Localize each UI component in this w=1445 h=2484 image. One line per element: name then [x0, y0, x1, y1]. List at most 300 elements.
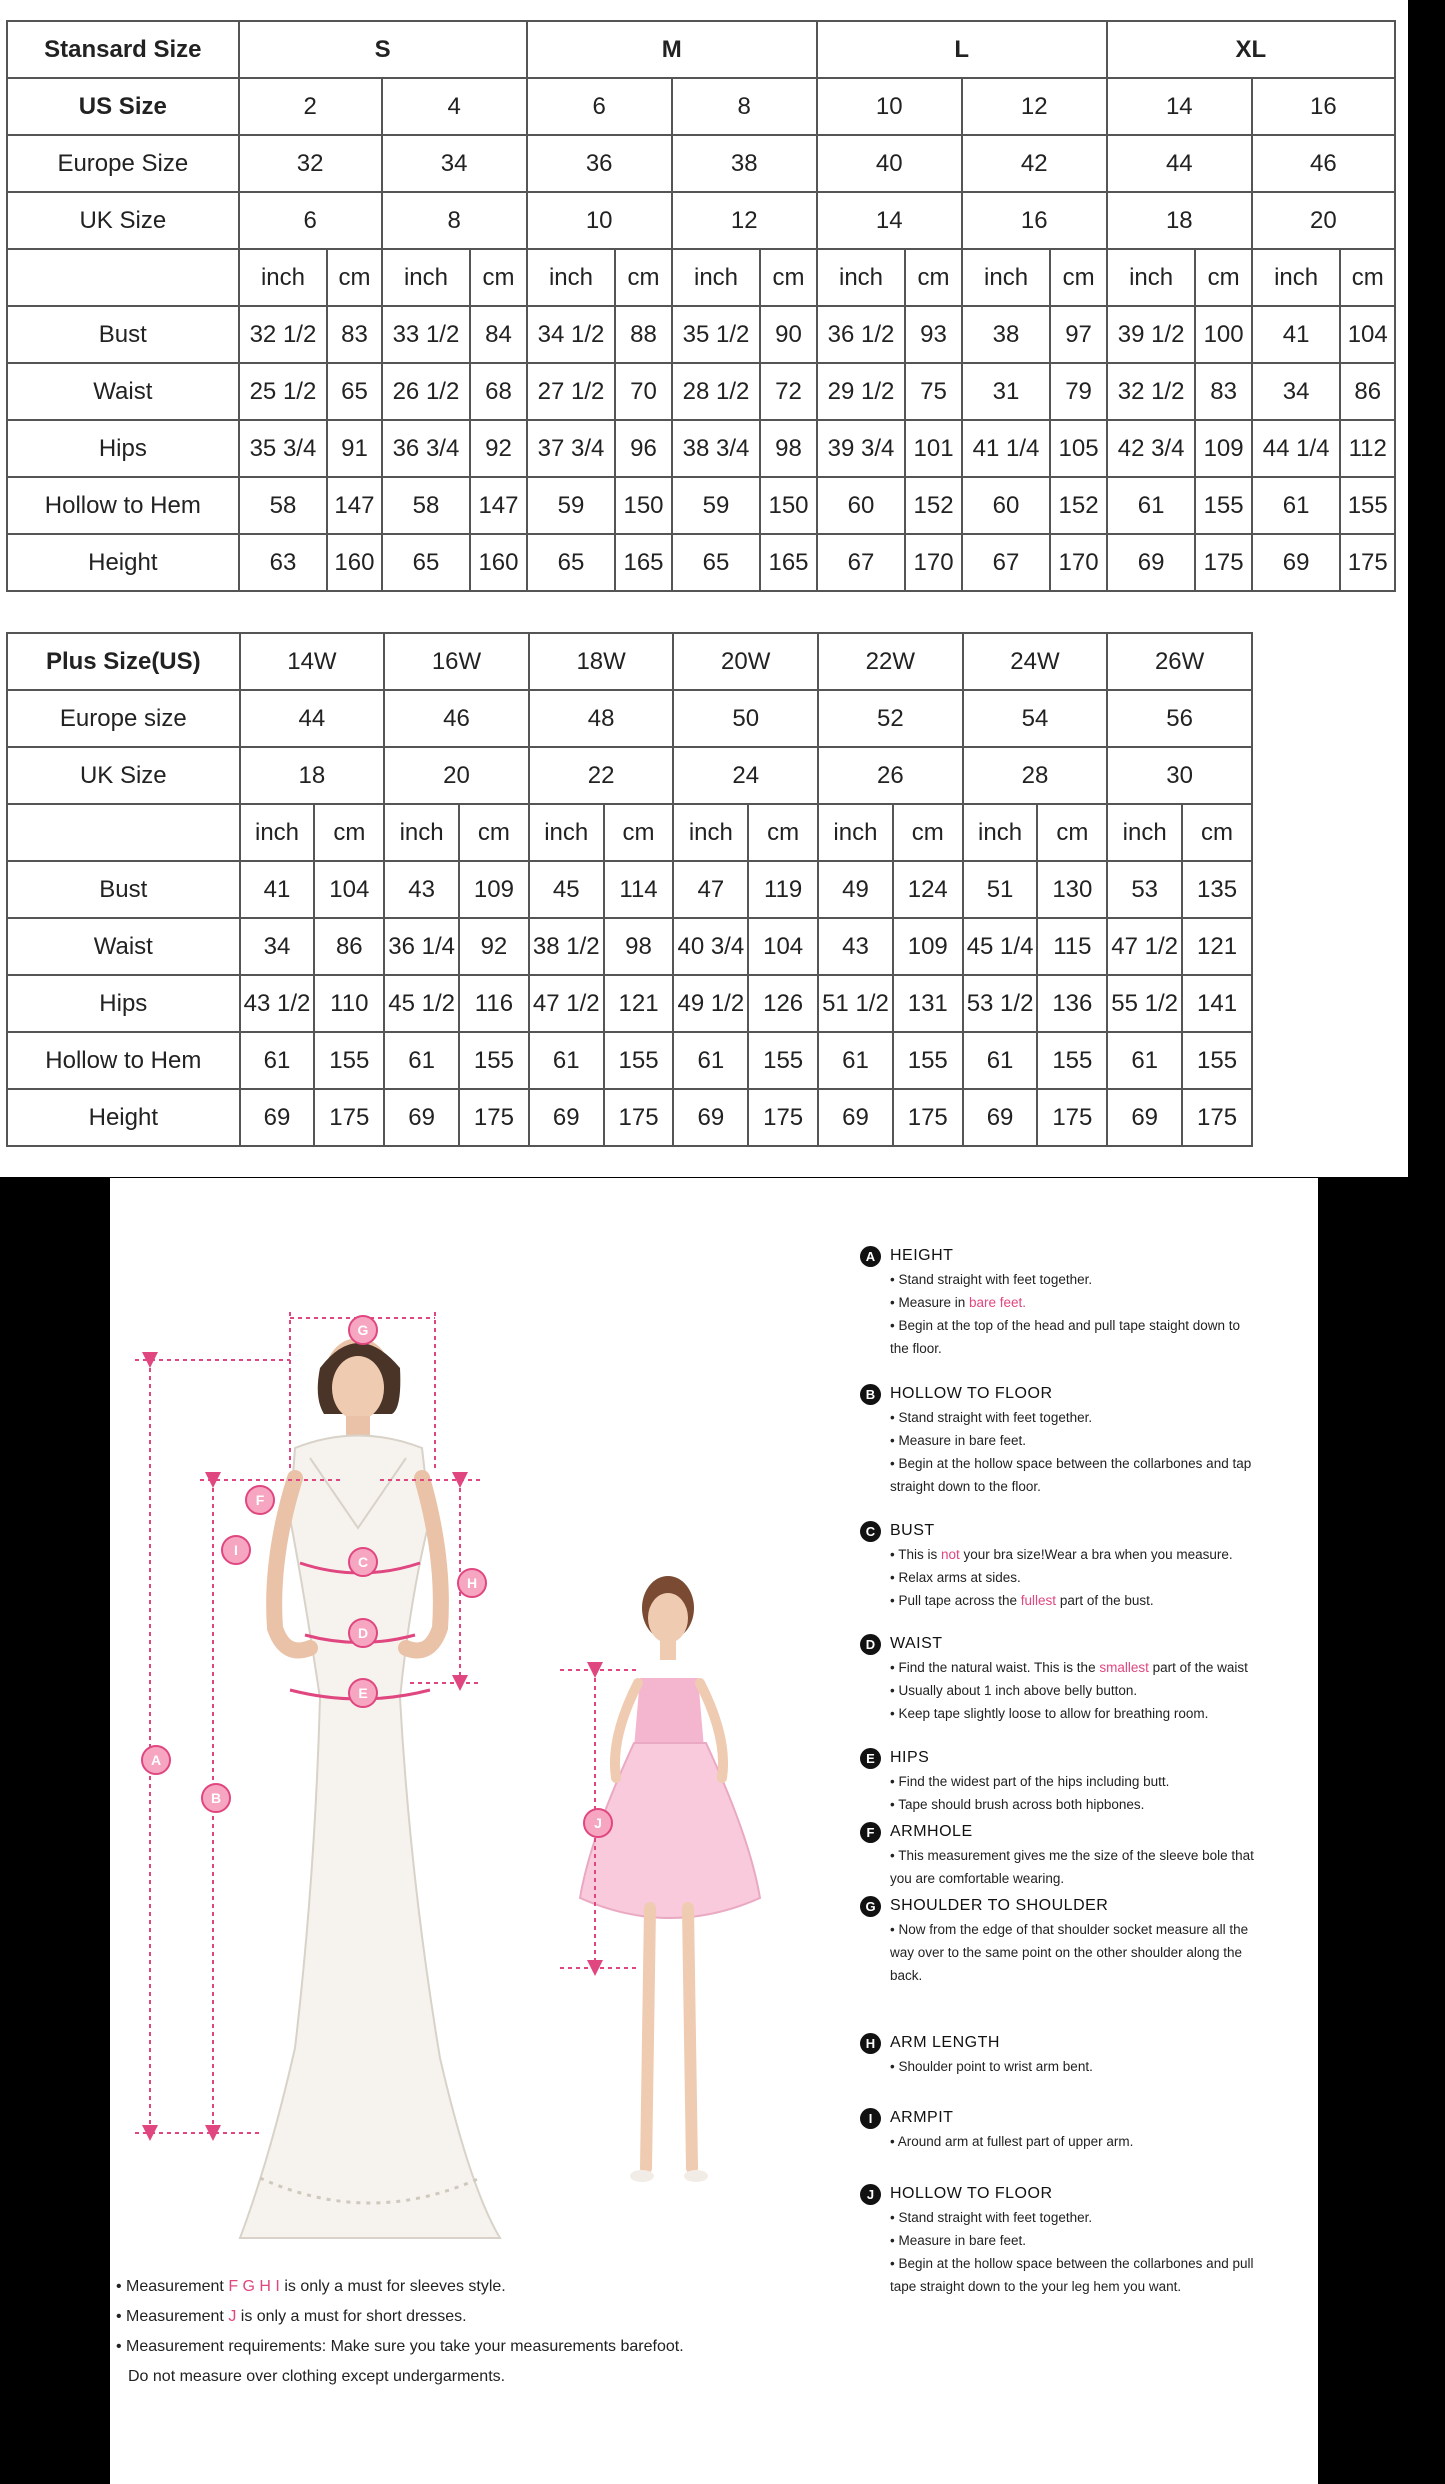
table-cell: 45 1/2 — [384, 975, 459, 1032]
table-cell: 165 — [760, 534, 816, 591]
table-cell: 61 — [963, 1032, 1038, 1089]
guide-item-c — [860, 1519, 1320, 1612]
table-cell: 104 — [1340, 306, 1395, 363]
table-cell: 2 — [239, 78, 382, 135]
guide-item-heading — [860, 1820, 1320, 1844]
table-cell: 22W — [818, 633, 963, 690]
table-cell: 41 1/4 — [962, 420, 1051, 477]
letter-badge: F — [860, 1822, 881, 1843]
svg-text:H: H — [466, 1575, 478, 1591]
unit-cm-cell: cm — [314, 804, 384, 861]
guide-item-j — [860, 2182, 1320, 2298]
table-cell: 41 — [1252, 306, 1341, 363]
unit-cm-cell: cm — [1050, 249, 1106, 306]
table-cell: 109 — [459, 861, 529, 918]
table-cell: 69 — [1252, 534, 1341, 591]
table-cell: 52 — [818, 690, 963, 747]
unit-inch-cell: inch — [529, 804, 604, 861]
table-cell: 92 — [470, 420, 526, 477]
table-cell: 14W — [240, 633, 385, 690]
plus-size-label: Plus Size(US) — [7, 633, 240, 690]
table-cell: 63 — [239, 534, 328, 591]
letter-badge-j — [584, 1809, 612, 1837]
guide-line: • Around arm at fullest part of upper arm. — [890, 2134, 1134, 2149]
table-cell: 69 — [240, 1089, 315, 1146]
table-cell: 83 — [1195, 363, 1251, 420]
table-cell: 61 — [1107, 1032, 1182, 1089]
guide-line: • Begin at the hollow space between the collarbones and tap — [890, 1456, 1252, 1471]
guide-line: • Stand straight with feet together. — [890, 1410, 1093, 1425]
table-cell: 65 — [672, 534, 761, 591]
svg-text:J: J — [594, 1815, 602, 1831]
table-cell: 155 — [1037, 1032, 1107, 1089]
measure-row-height — [7, 534, 1395, 591]
table-cell: 79 — [1050, 363, 1106, 420]
guide-item-heading — [860, 1382, 1320, 1406]
letter-badge-h — [458, 1569, 486, 1597]
guide-line: • Tape should brush across both hipbones. — [890, 1797, 1145, 1812]
table-cell: 30 — [1107, 747, 1252, 804]
table-cell: 18W — [529, 633, 674, 690]
table-cell: 175 — [1037, 1089, 1107, 1146]
table-cell: 35 1/2 — [672, 306, 761, 363]
table-cell: 98 — [760, 420, 816, 477]
short-dress-figure — [580, 1576, 760, 2182]
guide-item-title: ARM LENGTH — [890, 2034, 1000, 2051]
table-cell: 109 — [893, 918, 963, 975]
table-cell: 105 — [1050, 420, 1106, 477]
guide-item-f — [860, 1820, 1320, 1890]
table-cell: 35 3/4 — [239, 420, 328, 477]
table-cell: 50 — [673, 690, 818, 747]
letter-badge-a — [142, 1746, 170, 1774]
table-cell: 26 — [818, 747, 963, 804]
table-cell: 59 — [672, 477, 761, 534]
table-cell: 20 — [1252, 192, 1395, 249]
table-cell: 175 — [1340, 534, 1395, 591]
table-cell: 40 — [817, 135, 962, 192]
table-cell: 141 — [1182, 975, 1252, 1032]
unit-inch-cell: inch — [527, 249, 616, 306]
table-cell: 121 — [1182, 918, 1252, 975]
table-cell: 41 — [240, 861, 315, 918]
guide-item-title: SHOULDER TO SHOULDER — [890, 1897, 1109, 1914]
guide-item-lines — [890, 2130, 1320, 2153]
table-cell: 55 1/2 — [1107, 975, 1182, 1032]
guide-line: • Pull tape across the fullest part of the bust. — [890, 1593, 1154, 1608]
note-undergarments: Do not measure over clothing except undergarments. — [128, 2368, 506, 2385]
measure-row-hollow-to-hem — [7, 477, 1395, 534]
blank-cell — [7, 249, 239, 306]
table-cell: 26W — [1107, 633, 1252, 690]
letter-badge-e — [349, 1679, 377, 1707]
table-cell: 46 — [1252, 135, 1395, 192]
guide-item-lines — [890, 1656, 1320, 1725]
table-cell: 47 — [673, 861, 748, 918]
table-cell: 175 — [604, 1089, 674, 1146]
unit-cm-cell: cm — [470, 249, 526, 306]
table-cell: 119 — [748, 861, 818, 918]
size-chart-panel — [0, 0, 1408, 1177]
unit-inch-cell: inch — [1107, 249, 1196, 306]
table-cell: 165 — [615, 534, 671, 591]
guide-item-heading — [860, 2031, 1320, 2055]
guide-line: • Usually about 1 inch above belly button. — [890, 1683, 1138, 1698]
table-cell: 100 — [1195, 306, 1251, 363]
unit-cm-cell: cm — [905, 249, 961, 306]
measure-row-hips — [7, 420, 1395, 477]
guide-item-lines — [890, 1918, 1320, 1987]
table-cell: 44 1/4 — [1252, 420, 1341, 477]
measure-row-waist — [7, 363, 1395, 420]
svg-text:G: G — [357, 1322, 369, 1338]
row-label: Bust — [7, 306, 239, 363]
table-cell: 155 — [1340, 477, 1395, 534]
letter-badge: C — [860, 1521, 881, 1542]
table-cell: 51 — [963, 861, 1038, 918]
guide-line: • This measurement gives me the size of the sleeve bole that — [890, 1848, 1254, 1863]
table-cell: 31 — [962, 363, 1051, 420]
table-cell: 116 — [459, 975, 529, 1032]
table-cell: 97 — [1050, 306, 1106, 363]
guide-line: • Now from the edge of that shoulder socket measure all the — [890, 1922, 1249, 1937]
table-cell: 4 — [382, 78, 527, 135]
guide-item-b — [860, 1382, 1320, 1498]
table-cell: 131 — [893, 975, 963, 1032]
table-cell: 12 — [672, 192, 817, 249]
svg-text:C: C — [357, 1554, 369, 1570]
guide-item-e — [860, 1746, 1320, 1816]
guide-item-title: WAIST — [890, 1635, 943, 1652]
unit-inch-cell: inch — [672, 249, 761, 306]
svg-text:D: D — [357, 1625, 369, 1641]
guide-item-title: HOLLOW TO FLOOR — [890, 1385, 1053, 1402]
table-cell: 38 1/2 — [529, 918, 604, 975]
table-cell: 58 — [239, 477, 328, 534]
table-cell: 175 — [748, 1089, 818, 1146]
guide-item-lines — [890, 1770, 1320, 1816]
table-cell: 44 — [1107, 135, 1252, 192]
table-cell: 70 — [615, 363, 671, 420]
table-cell: 69 — [818, 1089, 893, 1146]
measurement-notes — [110, 2272, 870, 2392]
table-cell: 38 — [672, 135, 817, 192]
guide-line: • Begin at the hollow space between the collarbones and pull — [890, 2256, 1254, 2271]
table-cell: 90 — [760, 306, 816, 363]
table-cell: 109 — [1195, 420, 1251, 477]
table-cell: 170 — [905, 534, 961, 591]
table-cell: 44 — [240, 690, 385, 747]
guide-line: • Shoulder point to wrist arm bent. — [890, 2059, 1093, 2074]
unit-inch-cell: inch — [384, 804, 459, 861]
table-cell: 175 — [1182, 1089, 1252, 1146]
size-letter-row — [7, 21, 1395, 78]
table-cell: 104 — [748, 918, 818, 975]
row-label: US Size — [7, 78, 239, 135]
blank-cell — [7, 804, 240, 861]
table-cell: 36 1/2 — [817, 306, 906, 363]
table-cell: 92 — [459, 918, 529, 975]
table-cell: 155 — [604, 1032, 674, 1089]
guide-line: tape straight down to the your leg hem you want. — [890, 2279, 1182, 2294]
plus-uk-row — [7, 747, 1252, 804]
table-cell: 155 — [893, 1032, 963, 1089]
us-size-row — [7, 78, 1395, 135]
measure-row-height — [7, 1089, 1252, 1146]
table-cell: 56 — [1107, 690, 1252, 747]
table-cell: 47 1/2 — [529, 975, 604, 1032]
table-cell: 34 — [382, 135, 527, 192]
standard-size-table — [6, 20, 1396, 592]
row-label: Height — [7, 1089, 240, 1146]
table-cell: 8 — [382, 192, 527, 249]
measuring-guide-panel — [110, 1178, 1318, 2484]
size-s-header: S — [239, 21, 527, 78]
guide-line: • Measure in bare feet. — [890, 1295, 1027, 1310]
letter-badge-b — [202, 1784, 230, 1812]
guide-item-title: ARMPIT — [890, 2109, 954, 2126]
table-cell: 10 — [817, 78, 962, 135]
measure-row-bust — [7, 861, 1252, 918]
table-cell: 42 — [962, 135, 1107, 192]
guide-item-heading — [860, 1632, 1320, 1656]
table-cell: 28 — [963, 747, 1108, 804]
table-cell: 150 — [760, 477, 816, 534]
svg-text:F: F — [255, 1492, 265, 1508]
table-cell: 38 3/4 — [672, 420, 761, 477]
letter-badge: H — [860, 2033, 881, 2054]
guide-line: way over to the same point on the other shoulder along the — [890, 1945, 1242, 1960]
table-cell: 88 — [615, 306, 671, 363]
unit-cm-cell: cm — [1037, 804, 1107, 861]
measurement-figure-illustration — [110, 1178, 810, 2298]
unit-cm-cell: cm — [1182, 804, 1252, 861]
table-cell: 96 — [615, 420, 671, 477]
table-cell: 45 — [529, 861, 604, 918]
table-cell: 6 — [239, 192, 382, 249]
svg-text:E: E — [358, 1685, 368, 1701]
unit-inch-cell: inch — [818, 804, 893, 861]
table-cell: 155 — [459, 1032, 529, 1089]
table-cell: 147 — [327, 477, 381, 534]
table-cell: 8 — [672, 78, 817, 135]
row-label: Waist — [7, 363, 239, 420]
unit-cm-cell: cm — [760, 249, 816, 306]
table-cell: 69 — [1107, 534, 1196, 591]
table-cell: 69 — [384, 1089, 459, 1146]
table-cell: 61 — [818, 1032, 893, 1089]
table-cell: 36 1/4 — [384, 918, 459, 975]
guide-line: the floor. — [890, 1341, 942, 1356]
guide-line: • Find the natural waist. This is the smallest part of the waist — [890, 1660, 1248, 1675]
guide-line: back. — [890, 1968, 923, 1983]
unit-inch-cell: inch — [963, 804, 1038, 861]
guide-line: you are comfortable wearing. — [890, 1871, 1065, 1886]
table-cell: 124 — [893, 861, 963, 918]
table-cell: 61 — [529, 1032, 604, 1089]
table-cell: 46 — [384, 690, 529, 747]
guide-item-title: HIPS — [890, 1749, 930, 1766]
unit-cm-cell: cm — [327, 249, 381, 306]
table-cell: 65 — [527, 534, 616, 591]
svg-text:I: I — [234, 1542, 238, 1558]
unit-cm-cell: cm — [1340, 249, 1395, 306]
guide-line: • Find the widest part of the hips including butt. — [890, 1774, 1170, 1789]
guide-item-heading — [860, 1519, 1320, 1543]
table-cell: 65 — [382, 534, 471, 591]
table-cell: 42 3/4 — [1107, 420, 1196, 477]
letter-badge: A — [860, 1246, 881, 1267]
row-label: UK Size — [7, 192, 239, 249]
unit-inch-cell: inch — [382, 249, 471, 306]
guide-line: • Stand straight with feet together. — [890, 2210, 1093, 2225]
table-cell: 16 — [1252, 78, 1395, 135]
table-cell: 37 3/4 — [527, 420, 616, 477]
table-cell: 152 — [1050, 477, 1106, 534]
table-cell: 69 — [1107, 1089, 1182, 1146]
table-cell: 14 — [817, 192, 962, 249]
unit-cm-cell: cm — [893, 804, 963, 861]
guide-item-heading — [860, 1244, 1320, 1268]
europe-size-row — [7, 135, 1395, 192]
letter-badge: G — [860, 1896, 881, 1917]
table-cell: 18 — [1107, 192, 1252, 249]
table-cell: 40 3/4 — [673, 918, 748, 975]
table-cell: 69 — [529, 1089, 604, 1146]
table-cell: 61 — [240, 1032, 315, 1089]
row-label: Hips — [7, 420, 239, 477]
unit-cm-cell: cm — [459, 804, 529, 861]
table-cell: 115 — [1037, 918, 1107, 975]
unit-inch-cell: inch — [673, 804, 748, 861]
svg-text:A: A — [150, 1752, 162, 1768]
guide-item-i — [860, 2106, 1320, 2153]
guide-item-title: ARMHOLE — [890, 1823, 973, 1840]
table-cell: 147 — [470, 477, 526, 534]
table-cell: 112 — [1340, 420, 1395, 477]
size-m-header: M — [527, 21, 817, 78]
measure-row-waist — [7, 918, 1252, 975]
unit-row — [7, 249, 1395, 306]
guide-item-title: HEIGHT — [890, 1247, 954, 1264]
letter-badge-f — [246, 1486, 274, 1514]
table-cell: 121 — [604, 975, 674, 1032]
table-cell: 58 — [382, 477, 471, 534]
table-cell: 20W — [673, 633, 818, 690]
table-cell: 49 1/2 — [673, 975, 748, 1032]
guide-item-d — [860, 1632, 1320, 1725]
standard-measure-rows — [7, 306, 1395, 591]
table-cell: 101 — [905, 420, 961, 477]
measure-row-hollow-to-hem — [7, 1032, 1252, 1089]
table-cell: 61 — [1252, 477, 1341, 534]
table-cell: 12 — [962, 78, 1107, 135]
table-cell: 152 — [905, 477, 961, 534]
guide-line: • Measure in bare feet. — [890, 1433, 1027, 1448]
row-label: Bust — [7, 861, 240, 918]
unit-inch-cell: inch — [239, 249, 328, 306]
table-cell: 68 — [470, 363, 526, 420]
table-cell: 26 1/2 — [382, 363, 471, 420]
unit-cm-cell: cm — [748, 804, 818, 861]
row-label: Hips — [7, 975, 240, 1032]
table-cell: 34 — [240, 918, 315, 975]
letter-badge-i — [222, 1536, 250, 1564]
row-label: Hollow to Hem — [7, 477, 239, 534]
table-cell: 67 — [962, 534, 1051, 591]
table-cell: 86 — [314, 918, 384, 975]
size-xl-header: XL — [1107, 21, 1395, 78]
table-cell: 175 — [893, 1089, 963, 1146]
row-label: Europe size — [7, 690, 240, 747]
note-requirements: • Measurement requirements: Make sure you take your measurements barefoot. — [116, 2338, 684, 2355]
plus-europe-row — [7, 690, 1252, 747]
unit-inch-cell: inch — [817, 249, 906, 306]
table-cell: 86 — [1340, 363, 1395, 420]
guide-item-lines — [890, 2206, 1320, 2298]
unit-cm-cell: cm — [604, 804, 674, 861]
guide-line: straight down to the floor. — [890, 1479, 1041, 1494]
table-cell: 16 — [962, 192, 1107, 249]
plus-size-table — [6, 632, 1253, 1147]
row-label: UK Size — [7, 747, 240, 804]
unit-cm-cell: cm — [1195, 249, 1251, 306]
table-cell: 25 1/2 — [239, 363, 328, 420]
guide-line: • Relax arms at sides. — [890, 1570, 1021, 1585]
table-cell: 59 — [527, 477, 616, 534]
bride-figure — [240, 1338, 500, 2238]
letter-badge: I — [860, 2108, 881, 2129]
letter-badge-d — [349, 1619, 377, 1647]
table-cell: 39 1/2 — [1107, 306, 1196, 363]
guide-item-heading — [860, 1894, 1320, 1918]
table-cell: 10 — [527, 192, 672, 249]
table-cell: 61 — [384, 1032, 459, 1089]
table-cell: 110 — [314, 975, 384, 1032]
table-cell: 24 — [673, 747, 818, 804]
table-cell: 135 — [1182, 861, 1252, 918]
table-cell: 36 — [527, 135, 672, 192]
guide-line: • Measure in bare feet. — [890, 2233, 1027, 2248]
table-cell: 29 1/2 — [817, 363, 906, 420]
table-cell: 6 — [527, 78, 672, 135]
table-cell: 155 — [1195, 477, 1251, 534]
guide-line: • Stand straight with feet together. — [890, 1272, 1093, 1287]
table-cell: 126 — [748, 975, 818, 1032]
table-cell: 175 — [459, 1089, 529, 1146]
table-cell: 53 1/2 — [963, 975, 1038, 1032]
table-cell: 93 — [905, 306, 961, 363]
guide-item-title: BUST — [890, 1522, 935, 1539]
table-cell: 60 — [817, 477, 906, 534]
row-label: Height — [7, 534, 239, 591]
letter-badge: E — [860, 1748, 881, 1769]
table-cell: 43 1/2 — [240, 975, 315, 1032]
guide-item-lines — [890, 1268, 1320, 1360]
table-cell: 47 1/2 — [1107, 918, 1182, 975]
guide-item-h — [860, 2031, 1320, 2078]
unit-inch-cell: inch — [240, 804, 315, 861]
table-cell: 36 3/4 — [382, 420, 471, 477]
table-cell: 54 — [963, 690, 1108, 747]
table-cell: 43 — [384, 861, 459, 918]
measure-row-hips — [7, 975, 1252, 1032]
table-cell: 24W — [963, 633, 1108, 690]
row-label: Europe Size — [7, 135, 239, 192]
note-short-dresses: • Measurement J is only a must for short dresses. — [116, 2308, 467, 2325]
table-cell: 48 — [529, 690, 674, 747]
table-cell: 43 — [818, 918, 893, 975]
